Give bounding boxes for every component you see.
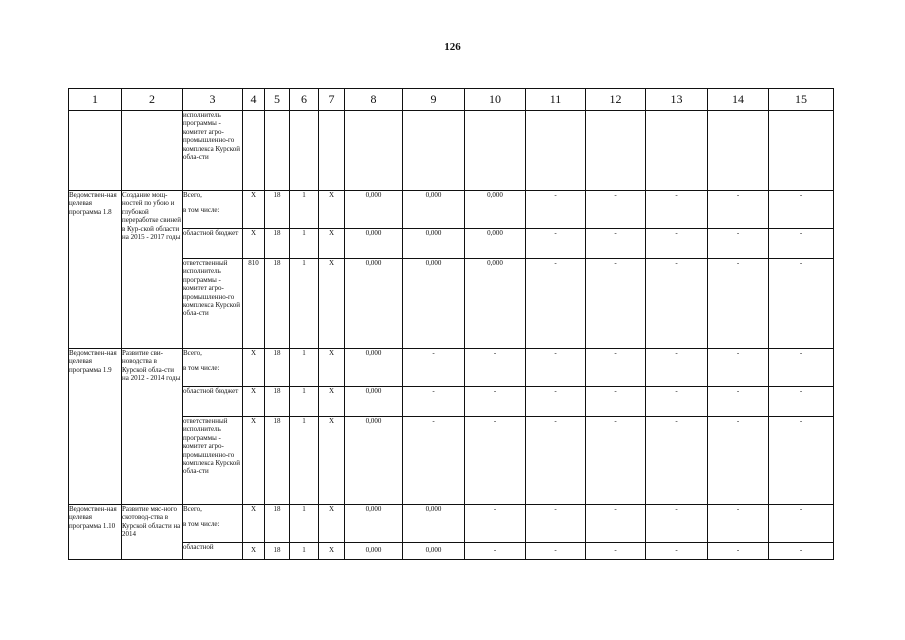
table-cell: - — [465, 387, 526, 417]
table-cell: - — [465, 505, 526, 543]
table-cell: - — [769, 543, 834, 560]
table-cell: - — [403, 349, 465, 387]
col-header: 4 — [243, 89, 265, 111]
table-cell: 0,000 — [465, 229, 526, 259]
table-cell: исполнитель программы - комитет агро-промышленно-го комплекса Курской обла-сти — [183, 111, 243, 191]
table-cell — [465, 111, 526, 191]
col-header: 3 — [183, 89, 243, 111]
col-header: 12 — [586, 89, 646, 111]
program-title: Создание мощ-ностей по убою и глубокой переработке свиней в Кур-ской области на 2015 - 2017 годы — [122, 191, 183, 349]
table-row — [69, 259, 834, 349]
table-cell — [526, 111, 586, 191]
table-cell: - — [586, 191, 646, 229]
table-cell: - — [526, 387, 586, 417]
col-header: 9 — [403, 89, 465, 111]
table-row — [69, 229, 834, 259]
table-cell: X — [319, 259, 345, 349]
table-cell: - — [465, 417, 526, 505]
table-cell — [265, 111, 290, 191]
table-cell: 18 — [265, 259, 290, 349]
col-header: 10 — [465, 89, 526, 111]
table-cell: X — [319, 349, 345, 387]
col-header: 1 — [69, 89, 122, 111]
program-name: Ведомствен-ная целевая программа 1.9 — [69, 349, 122, 505]
table-cell: 0,000 — [403, 505, 465, 543]
page-number: 126 — [444, 41, 461, 53]
table-cell: - — [708, 505, 769, 543]
program-name: Ведомствен-ная целевая программа 1.8 — [69, 191, 122, 349]
program-title: Развитие мяс-ного скотовод-ства в Курской области на 2014 — [122, 505, 183, 560]
table-cell: X — [243, 387, 265, 417]
cell-text: в том числе: — [183, 520, 220, 529]
table-cell: 18 — [265, 543, 290, 560]
table-cell: 0,000 — [345, 191, 403, 229]
table-cell: 0,000 — [465, 259, 526, 349]
table-cell — [769, 111, 834, 191]
table-cell: - — [646, 229, 708, 259]
table-cell: 0,000 — [403, 259, 465, 349]
table-cell: - — [708, 191, 769, 229]
table-cell: 1 — [290, 387, 319, 417]
table-cell: 0,000 — [345, 505, 403, 543]
table-cell: - — [465, 543, 526, 560]
table-cell: - — [646, 191, 708, 229]
cell-text: Всего, — [183, 191, 202, 199]
table-cell: - — [708, 349, 769, 387]
table-cell: - — [646, 259, 708, 349]
table-cell: 1 — [290, 349, 319, 387]
table-cell: 18 — [265, 417, 290, 505]
table-cell: - — [708, 259, 769, 349]
table-cell: - — [708, 543, 769, 560]
table-cell: областной — [183, 543, 243, 560]
table-cell: 18 — [265, 349, 290, 387]
table-cell: X — [243, 505, 265, 543]
table-cell: 1 — [290, 191, 319, 229]
table-cell: 0,000 — [345, 349, 403, 387]
col-header: 2 — [122, 89, 183, 111]
table-cell: - — [586, 387, 646, 417]
table-row — [69, 349, 834, 387]
table-cell: 0,000 — [345, 259, 403, 349]
table-cell — [243, 111, 265, 191]
table-cell: X — [319, 543, 345, 560]
table-cell — [183, 349, 243, 387]
table-row — [69, 191, 834, 229]
table-cell: - — [708, 417, 769, 505]
table-cell: - — [403, 387, 465, 417]
table-cell: 810 — [243, 259, 265, 349]
table-cell — [345, 111, 403, 191]
table-cell: - — [465, 349, 526, 387]
table-cell: - — [646, 349, 708, 387]
table-cell: X — [243, 349, 265, 387]
table-cell: - — [769, 191, 834, 229]
table-cell — [290, 111, 319, 191]
table-cell: - — [526, 543, 586, 560]
table-cell: ответственный исполнитель программы - комитет агро-промышленно-го комплекса Курской обла-сти — [183, 259, 243, 349]
table-cell: 18 — [265, 229, 290, 259]
table-cell: - — [586, 417, 646, 505]
table-cell — [183, 191, 243, 229]
table-cell: 18 — [265, 505, 290, 543]
table-cell: ответственный исполнитель программы - комитет агро-промышленно-го комплекса Курской обла-сти — [183, 417, 243, 505]
table-cell: 1 — [290, 259, 319, 349]
budget-table — [68, 88, 834, 560]
table-cell: - — [403, 417, 465, 505]
table-row — [69, 111, 834, 191]
col-header: 11 — [526, 89, 586, 111]
table-cell: - — [586, 543, 646, 560]
col-header: 7 — [319, 89, 345, 111]
table-cell: X — [243, 543, 265, 560]
table-cell: - — [769, 505, 834, 543]
program-name: Ведомствен-ная целевая программа 1.10 — [69, 505, 122, 560]
cell-text: Всего, — [183, 505, 202, 513]
table-cell: - — [586, 229, 646, 259]
col-header: 15 — [769, 89, 834, 111]
table-cell: - — [646, 387, 708, 417]
table-cell: 0,000 — [345, 229, 403, 259]
table-cell: 0,000 — [403, 191, 465, 229]
table-cell: - — [646, 505, 708, 543]
table-cell: 0,000 — [403, 229, 465, 259]
table-cell: 1 — [290, 543, 319, 560]
table-row — [69, 387, 834, 417]
table-cell: 0,000 — [345, 543, 403, 560]
table-row — [69, 505, 834, 543]
table-cell — [708, 111, 769, 191]
table-cell: 18 — [265, 191, 290, 229]
table-cell: - — [526, 505, 586, 543]
table-cell: - — [646, 543, 708, 560]
table-cell: - — [708, 387, 769, 417]
table-cell: 0,000 — [465, 191, 526, 229]
table-cell: - — [769, 259, 834, 349]
col-header: 14 — [708, 89, 769, 111]
header-row — [69, 89, 834, 111]
table-cell — [69, 111, 122, 191]
table-cell: - — [586, 349, 646, 387]
table-cell: 18 — [265, 387, 290, 417]
table-cell: 0,000 — [345, 417, 403, 505]
table-cell: 0,000 — [403, 543, 465, 560]
table-cell: - — [646, 417, 708, 505]
table-cell: - — [526, 259, 586, 349]
table-cell: X — [319, 191, 345, 229]
col-header: 13 — [646, 89, 708, 111]
table-cell — [183, 505, 243, 543]
cell-text: Всего, — [183, 349, 202, 357]
table-cell: 1 — [290, 505, 319, 543]
table-cell: X — [319, 229, 345, 259]
table-row — [69, 417, 834, 505]
table-cell — [646, 111, 708, 191]
table-cell: - — [526, 417, 586, 505]
program-title: Развитие сви-новодства в Курской обла-сти на 2012 - 2014 годы — [122, 349, 183, 505]
table-cell — [586, 111, 646, 191]
table-cell: X — [319, 505, 345, 543]
table-cell: - — [586, 505, 646, 543]
table-cell: X — [243, 417, 265, 505]
table-cell — [122, 111, 183, 191]
col-header: 6 — [290, 89, 319, 111]
table-cell: областной бюджет — [183, 387, 243, 417]
table-cell: X — [243, 191, 265, 229]
cell-text: в том числе: — [183, 364, 220, 373]
table-cell: - — [769, 229, 834, 259]
table-cell: - — [769, 417, 834, 505]
table-cell: - — [526, 349, 586, 387]
table-cell: областной бюджет — [183, 229, 243, 259]
table-cell: - — [708, 229, 769, 259]
table-cell: - — [769, 387, 834, 417]
table-cell: - — [769, 349, 834, 387]
table-cell: 1 — [290, 229, 319, 259]
table-row — [69, 543, 834, 560]
cell-text: в том числе: — [183, 206, 220, 215]
table-cell: X — [243, 229, 265, 259]
table-cell — [403, 111, 465, 191]
table-cell: X — [319, 417, 345, 505]
table-cell: - — [526, 229, 586, 259]
col-header: 8 — [345, 89, 403, 111]
table-cell: 0,000 — [345, 387, 403, 417]
table-cell: X — [319, 387, 345, 417]
table-cell: 1 — [290, 417, 319, 505]
table-cell: - — [526, 191, 586, 229]
col-header: 5 — [265, 89, 290, 111]
table-cell — [319, 111, 345, 191]
table-cell: - — [586, 259, 646, 349]
